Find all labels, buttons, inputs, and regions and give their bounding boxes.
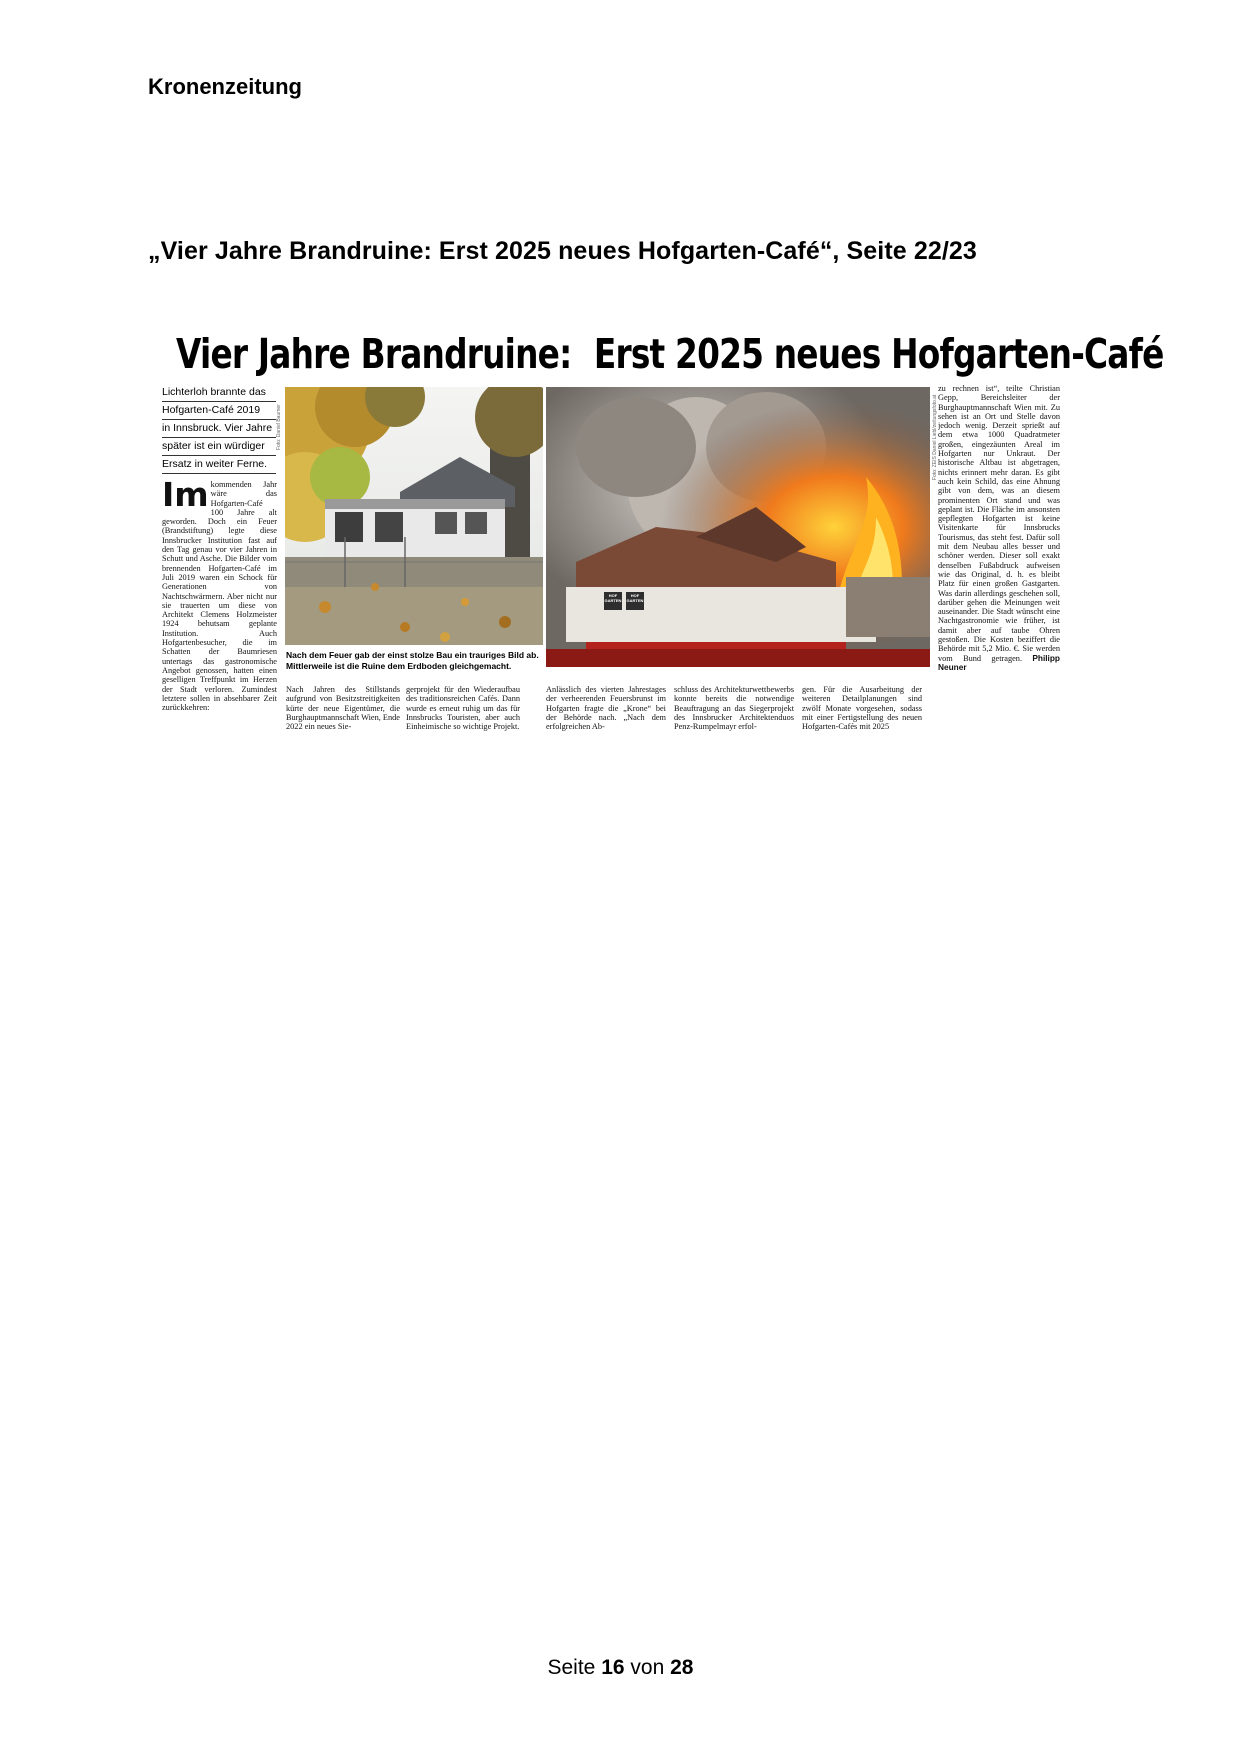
photo-credit-2: Foto: ZEIS Daniel Liebl/zeitungsfoto.at: [932, 394, 938, 480]
article-headline: [176, 330, 1164, 380]
headline-part-2: Erst 2025 neues Hofgarten-Café: [593, 330, 1164, 378]
ruin-photo-illustration: [285, 387, 543, 645]
headline-part-1: Vier Jahre Brandruine:: [176, 330, 572, 378]
source-label: Kronenzeitung: [148, 74, 302, 99]
article-column-5: schluss des Architekturwettbewerbs konnte bereits die notwendige Beauftragung an das Siegerprojekt des Innsbrucker Architektenduos Penz-Rumpelmayr erfol-: [674, 685, 794, 732]
current-page: 16: [601, 1656, 625, 1679]
author: Philipp Neuner: [938, 652, 1060, 672]
article-teaser: [162, 384, 276, 474]
sign-label-1: HOF GARTEN: [604, 593, 622, 603]
article-column-3: gerprojekt für den Wiederaufbau des traditionsreichen Cafés. Dann wurde es erneut ruhig um das für Innsbrucks Touristen, aber auch Einheimische so wichtige Projekt.: [406, 685, 520, 732]
page-of: von: [630, 1656, 665, 1679]
teaser-line: Hofgarten-Café 2019: [162, 402, 276, 420]
article-column-2: Nach Jahren des Stillstands aufgrund von Besitzstreitigkeiten kürte der neue Eigentümer, die Burghauptmannschaft Wien, Ende 2022 ein neues Sie-: [286, 685, 400, 732]
page-label: Seite: [547, 1656, 596, 1679]
ruin-photo: [285, 387, 543, 645]
page-footer: [0, 1656, 1241, 1680]
article-column-4: Anlässlich des vierten Jahrestages der verheerenden Feuersbrunst im Hofgarten fragte die „Krone“ bei der Behörde nach. „Nach dem erfolgreichen Ab-: [546, 685, 666, 732]
teaser-line: in Innsbruck. Vier Jahre: [162, 420, 276, 438]
fire-photo: [546, 387, 930, 667]
teaser-line: später ist ein würdiger: [162, 438, 276, 456]
column-7-text: zu rechnen ist“, teilte Christian Gepp, Bereichsleiter der Burghauptmannschaft Wien mit. Zu sehen ist an Ort und Stelle davon jedoch wenig. Derzeit sprießt auf dem etwa 1000 Quadratmeter großen, eingezäunten Areal im Hofgarten nur Unkraut. Der historische Altbau ist abgetragen, nichts erinnert mehr daran. Es gibt auch kein Schild, das eine Ahnung gibt von dem, was an diesem prominenten Ort stand und was geplant ist. Die Fläche im ansonsten gepflegten Hofgarten ist keine Visitenkarte für Innsbrucks Tourismus, das steht fest. Dafür soll mit dem Neubau alles besser und schöner werden. Dieser soll exakt denselben Fußabdruck aufweisen wie das Original, d. h. es bleibt Platz für einen großen Gastgarten. Was darin allerdings geschehen soll, darüber gehen die Meinungen weit auseinander. Die Stadt wünscht eine Nachtgastronomie wie früher, ist damit aber auf taube Ohren gestoßen. Die Kosten beziffert die Behörde mit 5,2 Mio. €. Sie werden vom Bund getragen.: [938, 384, 1060, 663]
article-column-7: [938, 384, 1060, 746]
newspaper-clipping: [160, 330, 1164, 746]
teaser-line: Lichterloh brannte das: [162, 384, 276, 402]
teaser-line: Ersatz in weiter Ferne.: [162, 456, 276, 474]
article-column-1: [162, 480, 277, 746]
photo-credit-1: Foto: Daniel Baumer: [276, 404, 282, 450]
drop-cap: Im: [162, 480, 209, 514]
fire-photo-illustration: [546, 387, 930, 667]
article-reference: „Vier Jahre Brandruine: Erst 2025 neues Hofgarten-Café“, Seite 22/23: [148, 237, 977, 265]
column-1-text: kommenden Jahr wäre das Hofgarten-Café 100 Jahre alt geworden. Doch ein Feuer (Brandstiftung) legte diese Innsbrucker Institution fast auf den Tag genau vor vier Jahren in Schutt und Asche. Die Bilder vom brennenden Hofgarten-Café im Juli 2019 waren ein Schock für Generationen von Nachtschwärmern. Aber nicht nur sie trauerten um diese von Architekt Clemens Holzmeister 1924 behutsam geplante Institution. Auch Hofgartenbesucher, die im Schatten der Baumriesen untertags das gastronomische Angebot genossen, hatten einen geselligen Treffpunkt im Herzen der Stadt verloren. Zumindest letztere sollen in absehbarer Zeit zurückkehren:: [162, 480, 277, 713]
sign-label-2: HOF GARTEN: [626, 593, 644, 603]
article-column-6: gen. Für die Ausarbeitung der weiteren Detailplanungen sind zwölf Monate vorgesehen, sodass mit einer Fertigstellung des neuen Hofgarten-Cafés mit 2025: [802, 685, 922, 732]
photo-caption: Nach dem Feuer gab der einst stolze Bau ein trauriges Bild ab. Mittlerweile ist die Ruine dem Erdboden gleichgemacht.: [286, 650, 539, 671]
total-pages: 28: [670, 1656, 694, 1679]
